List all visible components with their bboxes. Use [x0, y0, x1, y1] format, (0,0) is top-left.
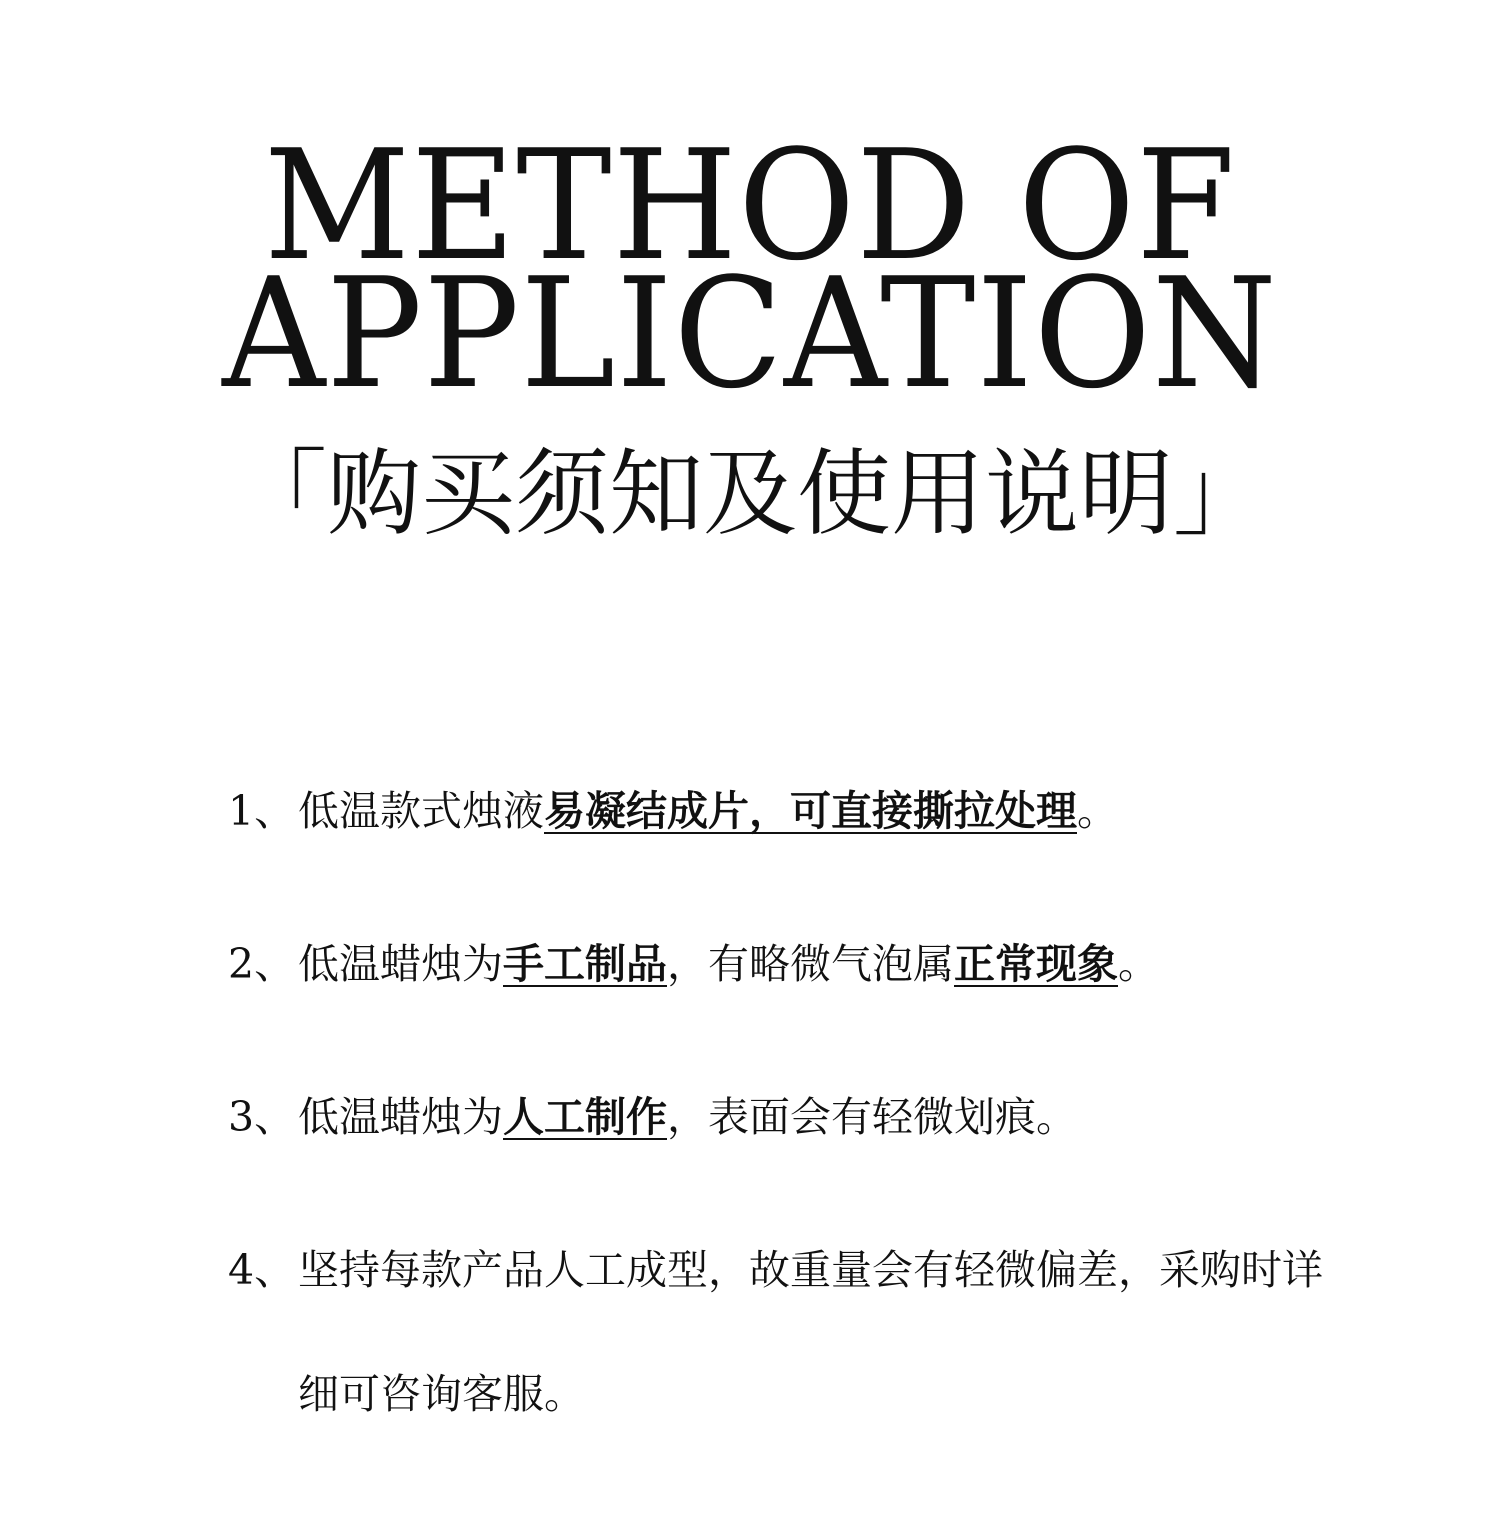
- note-text-part: 低温蜡烛为: [298, 1093, 503, 1141]
- note-text-part: 低温款式烛液: [298, 787, 544, 835]
- note-item: [228, 778, 1338, 873]
- page-title-line-2: APPLICATION: [222, 245, 1278, 422]
- note-text-part: 低温蜡烛为: [298, 940, 503, 988]
- note-item: [228, 1237, 1338, 1456]
- note-text-part: 。: [1077, 787, 1118, 835]
- note-item: [228, 1084, 1338, 1179]
- notes-list: [228, 778, 1338, 1514]
- note-text: [298, 1208, 1338, 1456]
- note-number: 4、: [228, 1246, 296, 1294]
- note-text-part: ，有略微气泡属: [667, 940, 954, 988]
- note-highlight: 易凝结成片，可直接撕拉处理: [544, 787, 1077, 835]
- note-number: 1、: [228, 787, 296, 835]
- note-text-part: 坚持每款产品人工成型，故重量会有轻微偏差，采购时详细可咨询客服。: [298, 1246, 1323, 1418]
- note-highlight: 人工制作: [503, 1093, 667, 1141]
- note-number: 3、: [228, 1093, 296, 1141]
- note-text: [298, 1055, 1338, 1179]
- note-highlight: 正常现象: [954, 940, 1118, 988]
- note-highlight: 手工制品: [503, 940, 667, 988]
- note-text-part: 。: [1118, 940, 1159, 988]
- note-text-part: ，表面会有轻微划痕。: [667, 1093, 1077, 1141]
- note-number: 2、: [228, 940, 296, 988]
- page-title-line-1: METHOD OF: [263, 117, 1237, 294]
- page-subtitle: 「购买须知及使用说明」: [232, 440, 1267, 549]
- note-text: [298, 902, 1338, 1026]
- note-text: [298, 749, 1338, 873]
- note-item: [228, 931, 1338, 1026]
